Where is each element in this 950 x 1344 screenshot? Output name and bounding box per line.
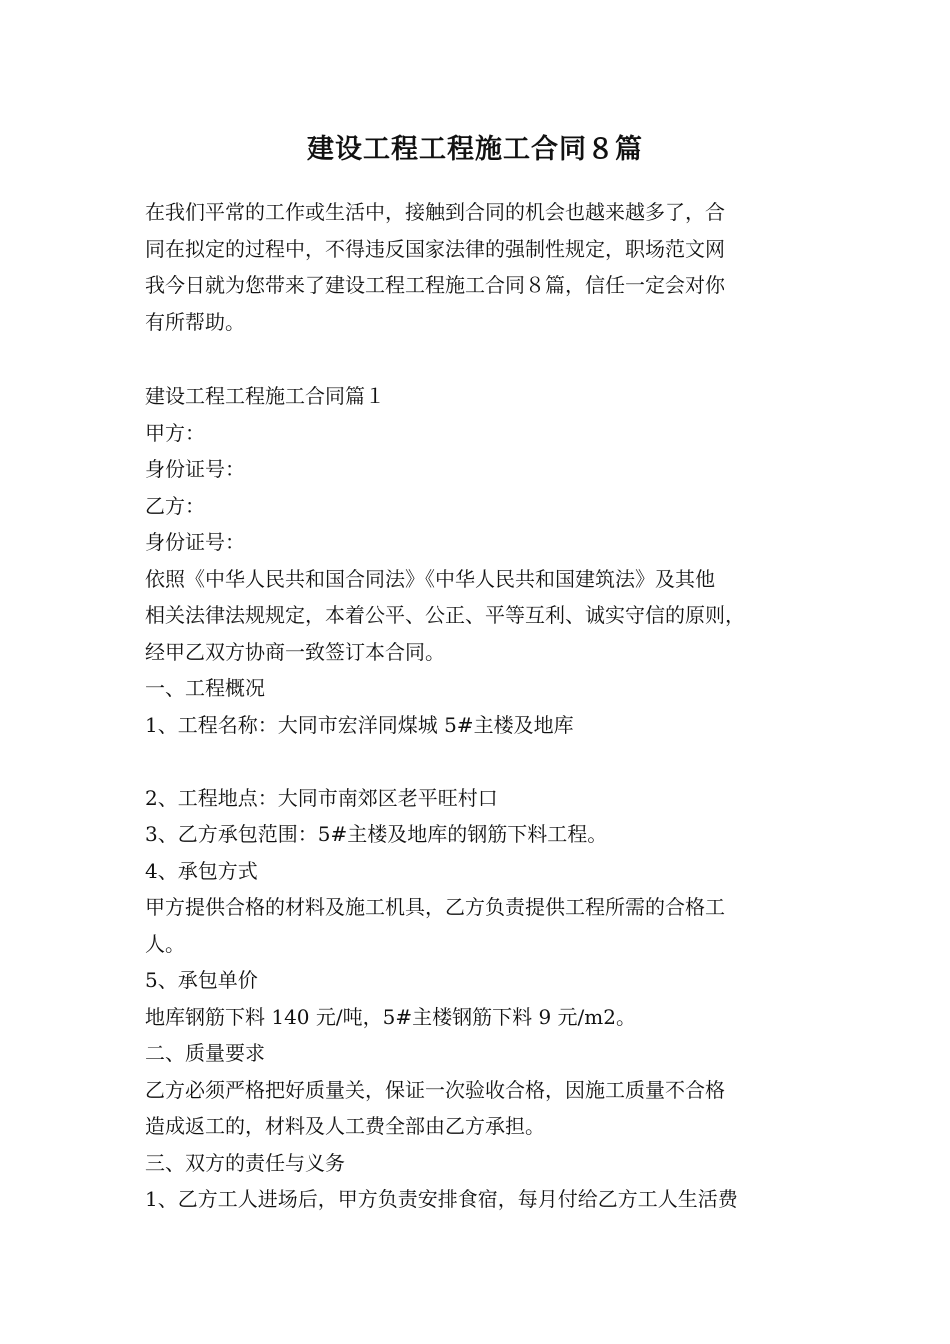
preamble-line: 相关法律法规规定，本着公平、公正、平等互利、诚实守信的原则，: [145, 603, 745, 627]
clause-line: 地库钢筋下料 140 元/吨，5#主楼钢筋下料 9 元/m2。: [145, 1004, 636, 1029]
party-b-label: 乙方：: [145, 493, 205, 518]
contract-body: [145, 378, 835, 1218]
clause-line: 3、乙方承包范围：5#主楼及地库的钢筋下料工程。: [145, 822, 608, 846]
intro-line: 有所帮助。: [145, 309, 245, 334]
party-b-id-label: 身份证号：: [145, 530, 245, 554]
clause-line: 人。: [145, 931, 185, 956]
section-heading: 建设工程工程施工合同篇１: [145, 384, 385, 408]
preamble-line: 依照《中华人民共和国合同法》《中华人民共和国建筑法》及其他: [145, 566, 715, 591]
party-a-id-label: 身份证号：: [145, 457, 245, 481]
clause-line: 5、承包单价: [145, 968, 258, 992]
blank-line: [145, 743, 835, 780]
preamble-line: 经甲乙双方协商一致签订本合同。: [145, 639, 445, 664]
clause-line: 2、工程地点：大同市南郊区老平旺村口: [145, 785, 498, 810]
clause-line: 甲方提供合格的材料及施工机具，乙方负责提供工程所需的合格工: [145, 895, 725, 919]
intro-paragraph: [145, 194, 810, 340]
intro-line: 我今日就为您带来了建设工程工程施工合同８篇，信任一定会对你: [145, 273, 725, 297]
clause-heading: 三、双方的责任与义务: [145, 1150, 345, 1175]
clause-line: 乙方必须严格把好质量关，保证一次验收合格，因施工质量不合格: [145, 1077, 725, 1102]
clause-heading: 一、工程概况: [145, 676, 265, 700]
intro-line: 在我们平常的工作或生活中，接触到合同的机会也越来越多了，合: [145, 200, 725, 224]
document-title: 建设工程工程施工合同８篇: [307, 134, 643, 165]
clause-heading: 二、质量要求: [145, 1041, 265, 1065]
intro-line: 同在拟定的过程中，不得违反国家法律的强制性规定，职场范文网: [145, 236, 725, 261]
clause-line: 1、乙方工人进场后，甲方负责安排食宿，每月付给乙方工人生活费: [145, 1187, 738, 1211]
clause-line: 造成返工的，材料及人工费全部由乙方承担。: [145, 1114, 545, 1138]
party-a-label: 甲方：: [145, 420, 205, 445]
clause-line: 4、承包方式: [145, 858, 258, 883]
clause-line: 1、工程名称：大同市宏洋同煤城 5#主楼及地库: [145, 712, 574, 737]
